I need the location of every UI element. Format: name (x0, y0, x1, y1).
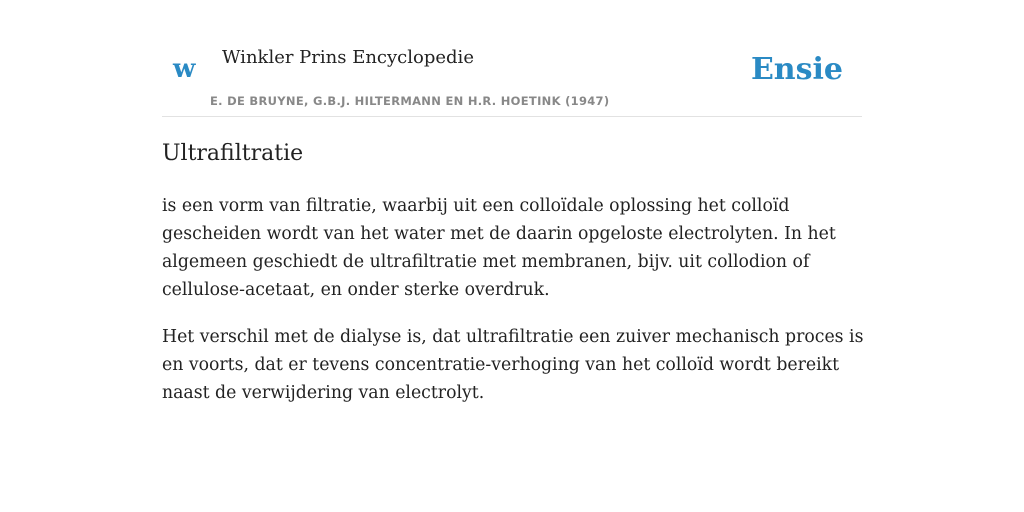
source-title[interactable]: Winkler Prins Encyclopedie (222, 47, 474, 68)
source-header (162, 0, 862, 117)
entry-paragraph: Het verschil met de dialyse is, dat ultrafiltratie een zuiver mechanisch proces is en voorts, dat er tevens concentratie-verhoging van het colloïd wordt bereikt naast de verwijdering van electrolyt. (162, 327, 864, 403)
entry-headword: Ultrafiltratie (162, 141, 304, 166)
entry-body (162, 192, 867, 426)
entry-paragraph: is een vorm van filtratie, waarbij uit een colloïdale oplossing het colloïd gescheiden wordt van het water met de daarin opgeloste electrolyten. In het algemeen geschiedt de ultrafiltratie met membranen, bijv. uit collodion of cellulose-acetaat, en onder sterke overdruk. (162, 196, 836, 300)
source-authors: E. DE BRUYNE, G.B.J. HILTERMANN EN H.R. HOETINK (1947) (210, 94, 610, 108)
brand-logo-link[interactable]: Ensie (750, 52, 843, 87)
source-logo[interactable]: w (173, 54, 196, 84)
